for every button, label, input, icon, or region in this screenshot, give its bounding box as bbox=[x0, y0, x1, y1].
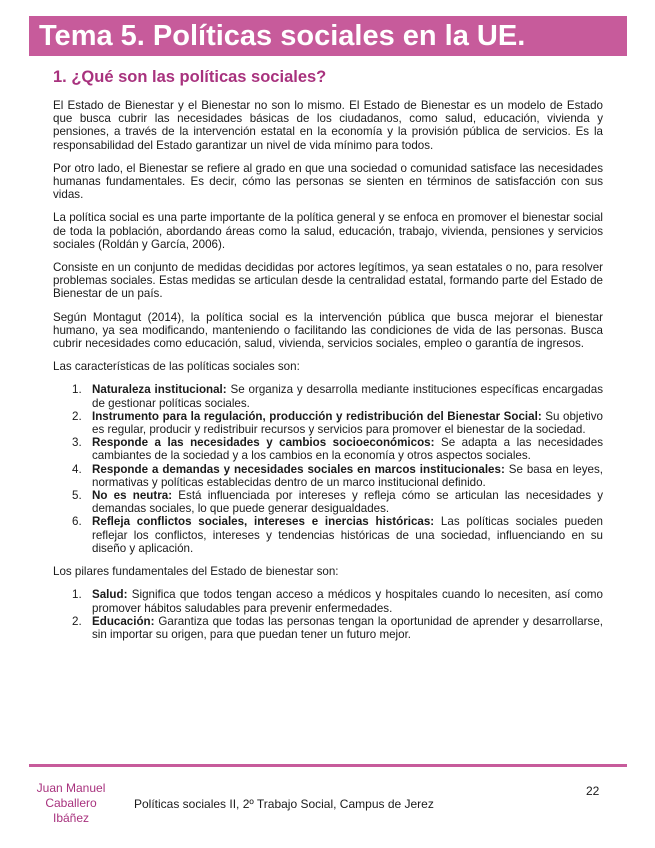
list-term: No es neutra: bbox=[92, 489, 173, 503]
list-text: Garantiza que todas las personas tengan la oportunidad de aprender y desarrollarse, sin importar su origen, para que puedan tener un futuro mejor. bbox=[92, 614, 603, 641]
paragraph-5: Según Montagut (2014), la política social es la intervención pública que busca mejorar el bienestar humano, ya sea modificando, manteniendo o facilitando las condiciones de vida de las personas. Busca cubrir necesidades como educación, salud, vivienda, servicios sociales, empleo o garantía de ingresos. bbox=[53, 310, 603, 351]
list-term: Naturaleza institucional: bbox=[92, 383, 227, 397]
list-item bbox=[53, 410, 603, 436]
list-item bbox=[53, 383, 603, 409]
list-item bbox=[53, 489, 603, 515]
list-term: Responde a demandas y necesidades sociales en marcos institucionales: bbox=[92, 462, 505, 476]
characteristics-intro: Las características de las políticas sociales son: bbox=[53, 360, 300, 374]
list-item bbox=[53, 615, 603, 641]
footer-divider bbox=[29, 764, 627, 767]
document-body bbox=[53, 67, 603, 651]
list-text: Está influenciada por intereses y refleja cómo se articulan las necesidades y demandas sociales, lo que puede generar desigualdades. bbox=[92, 489, 603, 516]
list-term: Educación: bbox=[92, 614, 155, 628]
page-number: 22 bbox=[586, 784, 600, 798]
footer-author bbox=[29, 781, 113, 826]
list-number: 5. bbox=[72, 489, 82, 503]
paragraph-2: Por otro lado, el Bienestar se refiere al grado en que una sociedad o comunidad satisface las necesidades humanas fundamentales. Es decir, cómo las personas se sienten en términos de satisfacción con sus vidas. bbox=[53, 161, 603, 202]
list-number: 2. bbox=[72, 409, 82, 423]
list-term: Salud: bbox=[92, 588, 128, 602]
pillars-list bbox=[53, 588, 603, 641]
list-text: Se organiza y desarrolla mediante instituciones específicas encargadas de gestionar políticas sociales. bbox=[92, 383, 603, 410]
list-term: Instrumento para la regulación, producción y redistribución del Bienestar Social: bbox=[92, 409, 542, 423]
list-number: 3. bbox=[72, 436, 82, 450]
paragraph-4: Consiste en un conjunto de medidas decididas por actores legítimos, ya sean estatales o no, para resolver problemas sociales. Estas medidas se articulan desde la centralidad estatal, formando parte del Estado de Bienestar de un país. bbox=[53, 261, 603, 301]
list-item bbox=[53, 436, 603, 462]
author-line: Juan Manuel bbox=[36, 781, 106, 795]
list-text: Las políticas sociales pueden reflejar los conflictos, intereses y tendencias históricas de una sociedad, influenciando en su diseño y aplicación. bbox=[92, 515, 604, 555]
list-text: Se basa en leyes, normativas y políticas establecidas dentro de un marco institucional definido. bbox=[92, 462, 604, 489]
list-item bbox=[53, 463, 603, 489]
list-number: 2. bbox=[72, 614, 82, 628]
page-title: Tema 5. Políticas sociales en la UE. bbox=[29, 16, 627, 56]
pillars-intro: Los pilares fundamentales del Estado de bienestar son: bbox=[53, 565, 339, 579]
list-number: 6. bbox=[72, 515, 82, 529]
footer-course: Políticas sociales II, 2º Trabajo Social, Campus de Jerez bbox=[134, 797, 434, 811]
list-item bbox=[53, 588, 603, 614]
list-number: 1. bbox=[72, 588, 82, 602]
author-line: Caballero bbox=[45, 796, 97, 810]
section-heading: 1. ¿Qué son las políticas sociales? bbox=[53, 68, 327, 86]
list-item bbox=[53, 515, 603, 555]
list-term: Responde a las necesidades y cambios socioeconómicos: bbox=[92, 436, 435, 450]
list-number: 1. bbox=[72, 383, 82, 397]
list-text: Su objetivo es regular, producir y redistribuir recursos y servicios para promover el bienestar de la sociedad. bbox=[92, 409, 603, 437]
paragraph-1: El Estado de Bienestar y el Bienestar no son lo mismo. El Estado de Bienestar es un modelo de Estado que busca cubrir las necesidades básicas de los ciudadanos, como salud, educación, vivienda y pensiones, a través de la intervención estatal en la economía y la provisión pública de servicios. Es la responsabilidad del Estado garantizar un nivel de vida mínimo para todos. bbox=[53, 99, 603, 152]
list-text: Se adapta a las necesidades cambiantes de la sociedad y a los cambios en la economía y otros aspectos sociales. bbox=[92, 436, 603, 463]
list-text: Significa que todos tengan acceso a médicos y hospitales cuando lo necesiten, así como promover hábitos saludables para prevenir enfermedades. bbox=[92, 588, 603, 615]
list-term: Refleja conflictos sociales, intereses e inercias históricas: bbox=[92, 515, 435, 529]
author-line: Ibáñez bbox=[52, 811, 90, 825]
list-number: 4. bbox=[72, 462, 82, 476]
characteristics-list bbox=[53, 383, 603, 555]
paragraph-3: La política social es una parte importante de la política general y se enfoca en promover el bienestar social de toda la población, abordando áreas como la salud, educación, trabajo, vivienda, pensiones y servicios sociales (Roldán y García, 2006). bbox=[53, 211, 603, 251]
